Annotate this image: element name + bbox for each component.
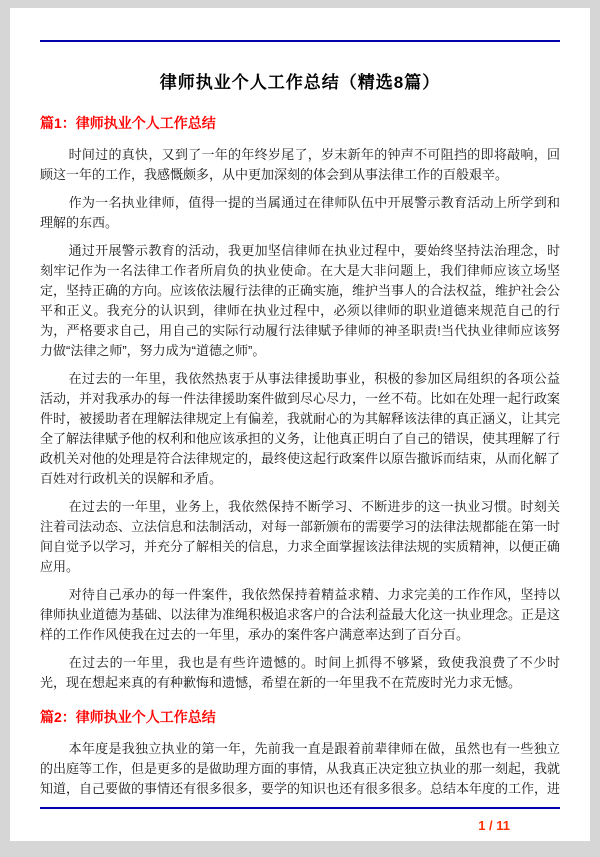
section-1-paragraph-7: 在过去的一年里，我也是有些许遗憾的。时间上抓得不够紧，致使我浪费了不少时光，现在想起来真的有种歉悔和遗憾，希望在新的一年里我不在荒废时光力求无憾。 — [40, 655, 560, 690]
section-1-paragraph-5: 在过去的一年里，业务上，我依然保持不断学习、不断进步的这一执业习惯。时刻关注着司法动态、立法信息和法制活动，对每一部新颁布的需要学习的法律法规都能在第一时间自觉予以学习，并充分了解相关的信息，力求全面掌握该法律法规的实质精神，以便正确应用。 — [40, 499, 561, 574]
footer-rule — [40, 807, 560, 809]
page-number: 1 / 11 — [478, 818, 510, 833]
section-2-paragraph-1: 本年度是我独立执业的第一年，先前我一直是跟着前辈律师在做，虽然也有一些独立的出庭等工作，但是更多的是做助理方面的事情，从我真正决定独立执业的那一刻起，我就知道，自己要做的事情还有很多很多，要学的知识也还有很多很多。总结本年度的工作，进 — [40, 741, 561, 796]
section-1-paragraph-2: 作为一名执业律师，值得一提的当属通过在律师队伍中开展警示教育活动上所学到和理解的东西。 — [40, 195, 560, 230]
section-1-paragraph-1: 时间过的真快，又到了一年的年终岁尾了，岁末新年的钟声不可阻挡的即将敲响，回顾这一年的工作，我感慨颇多，从中更加深刻的体会到从事法律工作的百般艰辛。 — [40, 147, 560, 182]
section-2-heading: 篇2：律师执业个人工作总结 — [40, 709, 216, 725]
document-title: 律师执业个人工作总结（精选8篇） — [159, 73, 441, 92]
page-footer — [40, 803, 560, 833]
header-rule — [40, 40, 560, 42]
section-1-paragraph-6: 对待自己承办的每一件案件，我依然保持着精益求精、力求完美的工作作风，坚持以律师执业道德为基础、以法律为准绳积极追求客户的合法利益最大化这一执业理念。正是这样的工作作风使我在过去的一年里，承办的案件客户满意率达到了百分百。 — [40, 587, 561, 642]
section-1-paragraph-4: 在过去的一年里，我依然热衷于从事法律援助事业，积极的参加区局组织的各项公益活动，并对我承办的每一件法律援助案件做到尽心尽力，一丝不苟。比如在处理一起行政案件时，被援助者在理解法律规定上有偏差，我就耐心的为其解释该法律的真正涵义，让其完全了解法律赋予他的权利和他应该承担的义务，让他真正明白了自己的错误，使其理解了行政机关对他的处理是符合法律规定的，最终使这起行政案件以原告撤诉而结束，从而化解了百姓对行政机关的误解和矛盾。 — [40, 371, 561, 486]
section-1-paragraph-3: 通过开展警示教育的活动，我更加坚信律师在执业过程中，要始终坚持法治理念，时刻牢记作为一名法律工作者所肩负的执业使命。在大是大非问题上，我们律师应该立场坚定，坚持正确的方向。应该依法履行法律的正确实施，维护当事人的合法权益，维护社会公平和正义。我充分的认识到，律师在执业过程中，必须以律师的职业道德来规范自己的行为，严格要求自己，用自己的实际行动履行法律赋予律师的神圣职责!当代执业律师应该努力做“法律之师”，努力成为“道德之师”。 — [40, 243, 561, 358]
document-page — [10, 8, 590, 841]
section-1-heading: 篇1：律师执业个人工作总结 — [40, 115, 216, 131]
